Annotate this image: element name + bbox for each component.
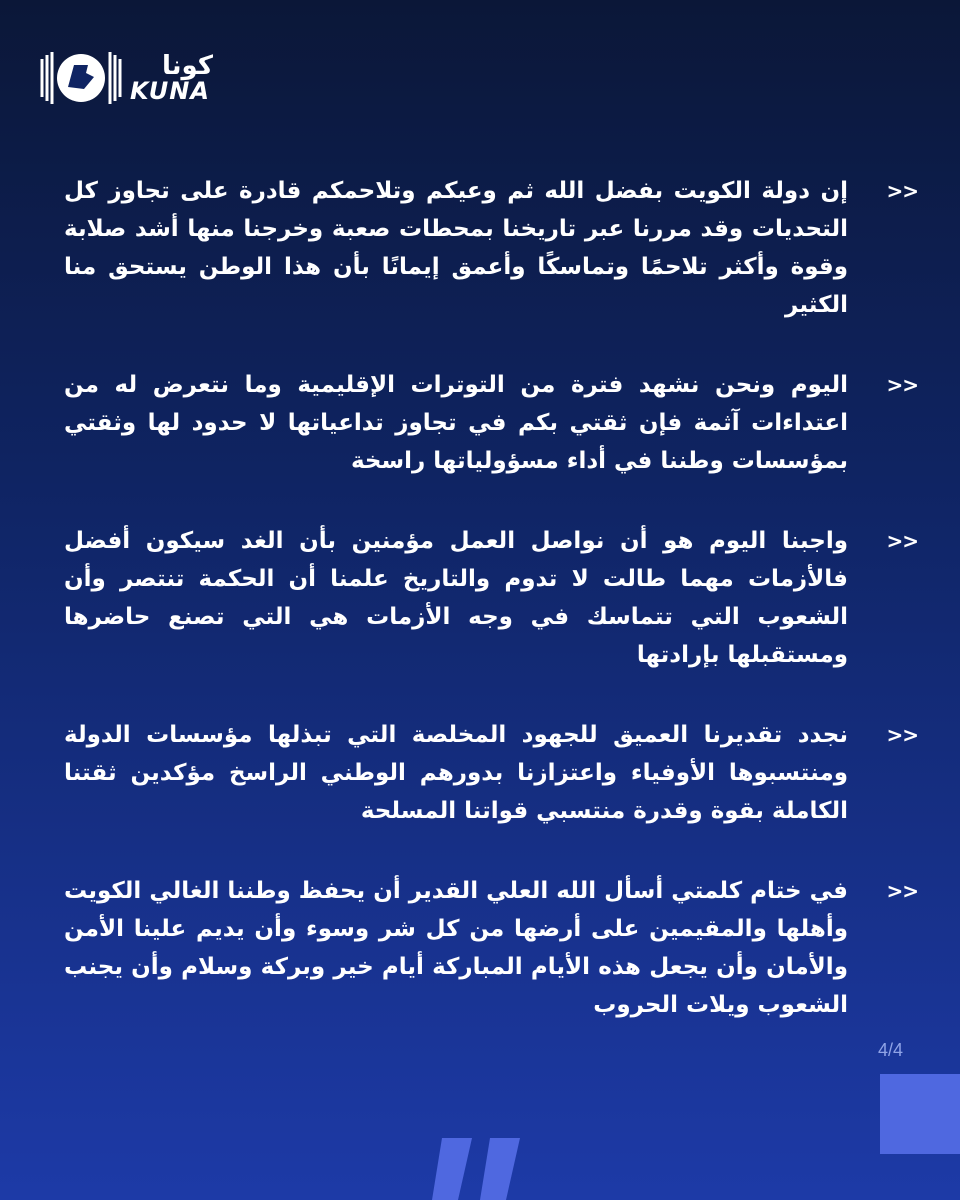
double-chevron-icon: >> xyxy=(886,179,918,203)
statement-text: اليوم ونحن نشهد فترة من التوترات الإقليمية وما نتعرض له من اعتداءات آثمة فإن ثقتي بكم في تجاوز تداعياتها لا حدود لها وثقتي بمؤسسات وطننا في أداء مسؤولياتها راسخة xyxy=(64,372,848,474)
quote-mark-icon xyxy=(432,1128,528,1200)
statement-text: واجبنا اليوم هو أن نواصل العمل مؤمنين بأن الغد سيكون أفضل فالأزمات مهما طالت لا تدوم والتاريخ علمنا أن الحكمة تنتصر وأن الشعوب التي تتماسك في وجه الأزمات هي التي تصنع حاضرها ومستقبلها بإرادتها xyxy=(64,528,848,668)
list-item xyxy=(64,366,918,480)
statement-text: في ختام كلمتي أسأل الله العلي القدير أن يحفظ وطننا الغالي الكويت وأهلها والمقيمين على أرضها من كل شر وسوء وأن يديم علينا الأمن والأمان وأن يجعل هذه الأيام المباركة أيام خير وبركة وسلام وأن يجنب الشعوب ويلات الحروب xyxy=(64,878,848,1018)
double-chevron-icon: >> xyxy=(886,529,918,553)
double-chevron-icon: >> xyxy=(886,373,918,397)
list-item xyxy=(64,872,918,1024)
brand-arabic: كونا xyxy=(162,51,213,81)
kuna-emblem-icon xyxy=(38,45,124,111)
corner-accent-block xyxy=(880,1074,960,1154)
double-chevron-icon: >> xyxy=(886,723,918,747)
page-indicator: 4/4 xyxy=(878,1040,904,1060)
double-chevron-icon: >> xyxy=(886,879,918,903)
list-item xyxy=(64,716,918,830)
statement-text: إن دولة الكويت بفضل الله ثم وعيكم وتلاحمكم قادرة على تجاوز كل التحديات وقد مررنا عبر تاريخنا بمحطات صعبة وخرجنا منها أشد صلابة وقوة وأكثر تلاحمًا وتماسكًا وأعمق إيمانًا بأن هذا الوطن يستحق منا الكثير xyxy=(64,178,848,318)
list-item xyxy=(64,522,918,674)
brand-latin: KUNA xyxy=(130,77,210,105)
list-item xyxy=(64,172,918,324)
statement-text: نجدد تقديرنا العميق للجهود المخلصة التي تبذلها مؤسسات الدولة ومنتسبوها الأوفياء واعتزازنا بدورهم الوطني الراسخ مؤكدين ثقتنا الكاملة بقوة وقدرة منتسبي قواتنا المسلحة xyxy=(64,722,848,824)
kuna-logo xyxy=(38,45,258,111)
